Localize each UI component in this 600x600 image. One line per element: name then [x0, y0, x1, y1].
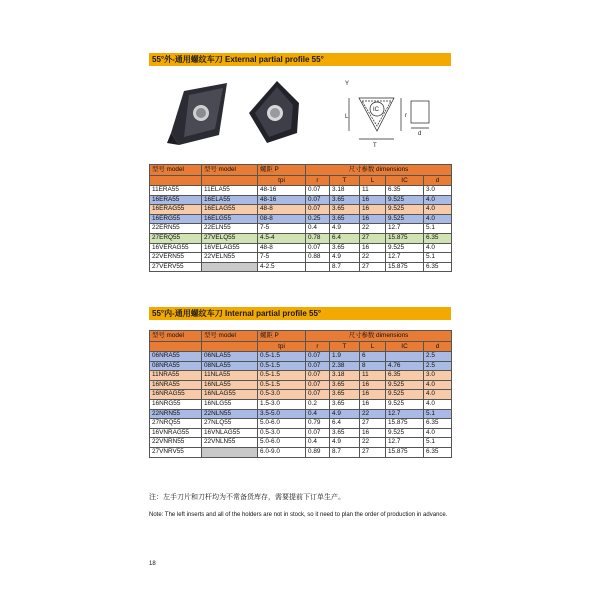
table-row: [150, 409, 452, 419]
header-d: d: [424, 342, 452, 352]
header-tpi: tpi: [258, 342, 306, 352]
table-cell: 8.7: [330, 447, 360, 457]
section-title-external: 55°外-通用螺纹车刀 External partial profile 55°: [149, 53, 451, 66]
table-cell: 6.0-9.0: [258, 447, 306, 457]
table-cell: 0.89: [306, 447, 330, 457]
insert-photo-1: [167, 83, 227, 145]
table-cell: 4.0: [424, 243, 452, 253]
table-cell: 0.07: [306, 243, 330, 253]
table-cell: 6: [360, 352, 386, 362]
table-cell: 16ELG55: [202, 214, 258, 224]
table-cell: 5.1: [424, 409, 452, 419]
table-cell: 11ERA55: [150, 186, 202, 196]
header-r: r: [306, 342, 330, 352]
table-cell: 16NLG55: [202, 399, 258, 409]
table-row: [150, 253, 452, 263]
table-cell: 4.5-4: [258, 233, 306, 243]
table-cell: 4.0: [424, 205, 452, 215]
diagram-label-l: L: [345, 114, 349, 120]
table-cell: 4.0: [424, 195, 452, 205]
note-english: Note: The left inserts and all of the holders are not in stock, so it need to plan the order of production in advance.: [149, 512, 448, 518]
section-title-internal: 55°内-通用螺纹车刀 Internal partial profile 55°: [149, 307, 451, 320]
product-images: [149, 73, 451, 153]
table-row: [150, 380, 452, 390]
table-cell: 12.7: [386, 224, 424, 234]
table-cell: 7-5: [258, 224, 306, 234]
table-cell: 12.7: [386, 253, 424, 263]
table-cell: 9.525: [386, 428, 424, 438]
table-cell: 4.9: [330, 438, 360, 448]
table-cell: 22VERN55: [150, 253, 202, 263]
table-cell: 4-2.5: [258, 262, 306, 272]
table-row: [150, 447, 452, 457]
table-cell: 06NLA55: [202, 352, 258, 362]
table-cell: 12.7: [386, 409, 424, 419]
table-cell: 06NRA55: [150, 352, 202, 362]
table-cell: 16NRAG55: [150, 390, 202, 400]
table-cell: 0.5-1.5: [258, 352, 306, 362]
table-cell: 5.1: [424, 224, 452, 234]
table-cell: 9.525: [386, 214, 424, 224]
table-cell: 16VELAG55: [202, 243, 258, 253]
table-cell: 9.525: [386, 390, 424, 400]
table-cell: 27: [360, 447, 386, 457]
table-cell: 3.65: [330, 390, 360, 400]
table-cell: 8.7: [330, 262, 360, 272]
table-cell: 9.525: [386, 380, 424, 390]
header-model-left: 型号 model: [202, 331, 258, 342]
table-cell: 5.0-6.0: [258, 438, 306, 448]
table-cell: 2.38: [330, 361, 360, 371]
table-cell: 4.9: [330, 409, 360, 419]
table-cell: 48-8: [258, 243, 306, 253]
header-l: L: [360, 342, 386, 352]
table-cell: 0.4: [306, 409, 330, 419]
insert-photo-2: [249, 81, 299, 143]
table-cell: 16VNRAG55: [150, 428, 202, 438]
header-model-right: 型号 model: [150, 331, 202, 342]
table-cell: 16: [360, 399, 386, 409]
table-cell: 22ERN55: [150, 224, 202, 234]
table-cell: 3.65: [330, 243, 360, 253]
table-row: [150, 205, 452, 215]
note-chinese: 注：左手刀片和刀杆均为不常备货库存，需要提前下订单生产。: [149, 494, 345, 501]
table-cell: 08NLA55: [202, 361, 258, 371]
table-cell: 08-8: [258, 214, 306, 224]
table-cell: 3.65: [330, 214, 360, 224]
table-cell: 0.78: [306, 233, 330, 243]
table-cell: 0.07: [306, 205, 330, 215]
table-cell: 16ERAG55: [150, 205, 202, 215]
table-cell: 6.35: [424, 447, 452, 457]
table-cell: 22NLN55: [202, 409, 258, 419]
table-cell: 4.9: [330, 224, 360, 234]
table-row: [150, 233, 452, 243]
table-cell: [386, 352, 424, 362]
table-cell: 0.07: [306, 195, 330, 205]
header-model-right: 型号 model: [150, 165, 202, 176]
table-cell: 0.4: [306, 224, 330, 234]
table-cell: 3.65: [330, 195, 360, 205]
table-cell: 11: [360, 371, 386, 381]
table-cell: 15.875: [386, 419, 424, 429]
table-cell: 27VNRV55: [150, 447, 202, 457]
table-cell: 1.9: [330, 352, 360, 362]
table-cell: 5.0-6.0: [258, 419, 306, 429]
table-cell: 6.4: [330, 233, 360, 243]
table-cell: 4.0: [424, 428, 452, 438]
header-l: L: [360, 176, 386, 186]
table-cell: 22NRN55: [150, 409, 202, 419]
table-cell: 27ERQ55: [150, 233, 202, 243]
table-row: [150, 262, 452, 272]
table-cell: 3.18: [330, 371, 360, 381]
header-t: T: [330, 176, 360, 186]
table-cell: 16: [360, 214, 386, 224]
table-cell: 16NLA55: [202, 380, 258, 390]
diagram-label-d: d: [418, 131, 422, 137]
table-cell: 4.0: [424, 390, 452, 400]
page-number: 18: [149, 561, 156, 567]
table-cell: 27NLQ55: [202, 419, 258, 429]
table-cell: 0.07: [306, 361, 330, 371]
table-cell: 3.0: [424, 371, 452, 381]
table-row: [150, 428, 452, 438]
table-cell: 27: [360, 262, 386, 272]
table-cell: 0.5-3.0: [258, 390, 306, 400]
table-cell: 16: [360, 428, 386, 438]
table-cell: 16: [360, 390, 386, 400]
table-cell: 16NRG55: [150, 399, 202, 409]
table-cell: 0.79: [306, 419, 330, 429]
header-dimensions: 尺寸参数 dimensions: [306, 331, 452, 342]
table-cell: 6.4: [330, 419, 360, 429]
table-cell: 22: [360, 253, 386, 263]
table-cell: 15.875: [386, 262, 424, 272]
table-row: [150, 371, 452, 381]
table-cell: 16VNLAG55: [202, 428, 258, 438]
table-cell: 16NRA55: [150, 380, 202, 390]
table-row: [150, 390, 452, 400]
table-cell: 27NRQ55: [150, 419, 202, 429]
table-cell: 5.1: [424, 253, 452, 263]
header-dimensions: 尺寸参数 dimensions: [306, 165, 452, 176]
table-cell: 0.4: [306, 438, 330, 448]
table-row: [150, 195, 452, 205]
table-cell: 6.35: [386, 371, 424, 381]
table-cell: 6.35: [424, 419, 452, 429]
table-cell: 4.76: [386, 361, 424, 371]
table-cell: 2.5: [424, 361, 452, 371]
table-cell: 4.0: [424, 399, 452, 409]
table-cell: 16ELAG55: [202, 205, 258, 215]
header-model-left: 型号 model: [202, 165, 258, 176]
table-cell: 48-16: [258, 186, 306, 196]
table-row: [150, 186, 452, 196]
table-cell: 4.0: [424, 380, 452, 390]
table-cell: 16ELA55: [202, 195, 258, 205]
table-cell: 16NLAG55: [202, 390, 258, 400]
header-pitch: 螺距 P: [258, 331, 306, 342]
table-cell: 3.18: [330, 186, 360, 196]
table-row: [150, 438, 452, 448]
table-cell: 15.875: [386, 233, 424, 243]
table-cell: 08NRA55: [150, 361, 202, 371]
header-d: d: [424, 176, 452, 186]
table-cell: 22VNRN55: [150, 438, 202, 448]
table-cell: 0.2: [306, 399, 330, 409]
diagram-label-ic: IC: [373, 107, 379, 113]
table-cell: 3.65: [330, 380, 360, 390]
table-row: [150, 214, 452, 224]
table-cell: 0.88: [306, 253, 330, 263]
header-tpi: tpi: [258, 176, 306, 186]
diagram-label-r: r: [405, 113, 407, 119]
diagram-label-t: T: [373, 143, 377, 149]
table-cell: 9.525: [386, 243, 424, 253]
diagram-label-y: Y: [345, 81, 350, 87]
table-row: [150, 361, 452, 371]
table-cell: 3.5-5.0: [258, 409, 306, 419]
table-cell: 12.7: [386, 438, 424, 448]
table-cell: 8: [360, 361, 386, 371]
table-cell: 0.07: [306, 371, 330, 381]
table-cell: 16ERG55: [150, 214, 202, 224]
table-cell: 0.07: [306, 428, 330, 438]
table-cell: 0.5-3.0: [258, 428, 306, 438]
table-cell: 1.5-3.0: [258, 399, 306, 409]
table-row: [150, 224, 452, 234]
table-cell: 15.875: [386, 447, 424, 457]
table-cell: [306, 262, 330, 272]
header-pitch: 螺距 P: [258, 165, 306, 176]
table-row: [150, 419, 452, 429]
header-t: T: [330, 342, 360, 352]
table-row: [150, 352, 452, 362]
table-cell: 16: [360, 380, 386, 390]
table-cell: 16: [360, 205, 386, 215]
table-cell: 6.35: [386, 186, 424, 196]
table-cell: 22VNLN55: [202, 438, 258, 448]
table-cell: 22: [360, 438, 386, 448]
table-cell: 11: [360, 186, 386, 196]
table-cell: 3.65: [330, 428, 360, 438]
table-cell: 3.65: [330, 205, 360, 215]
table-cell: 11NLA55: [202, 371, 258, 381]
table-cell: 11NRA55: [150, 371, 202, 381]
header-ic: IC: [386, 176, 424, 186]
table-cell: 22ELN55: [202, 224, 258, 234]
table-cell: 9.525: [386, 399, 424, 409]
table-cell: 3.0: [424, 186, 452, 196]
table-cell: [202, 447, 258, 457]
external-spec-table: [149, 164, 452, 272]
table-cell: 22VELN55: [202, 253, 258, 263]
table-cell: 22: [360, 224, 386, 234]
table-cell: 11ELA55: [202, 186, 258, 196]
table-cell: 0.5-1.5: [258, 380, 306, 390]
table-cell: 27: [360, 419, 386, 429]
table-cell: 16ERA55: [150, 195, 202, 205]
table-cell: 27VERV55: [150, 262, 202, 272]
table-cell: 0.07: [306, 352, 330, 362]
table-cell: 0.07: [306, 390, 330, 400]
header-ic: IC: [386, 342, 424, 352]
table-cell: 48-16: [258, 195, 306, 205]
table-cell: 5.1: [424, 438, 452, 448]
table-cell: 3.65: [330, 399, 360, 409]
table-cell: 27: [360, 233, 386, 243]
table-cell: 27VELQ55: [202, 233, 258, 243]
header-r: r: [306, 176, 330, 186]
insert-dimension-diagram: [345, 81, 429, 149]
table-cell: 6.35: [424, 233, 452, 243]
table-cell: 0.5-1.5: [258, 361, 306, 371]
table-cell: 4.9: [330, 253, 360, 263]
table-cell: 9.525: [386, 195, 424, 205]
table-cell: 6.35: [424, 262, 452, 272]
table-row: [150, 243, 452, 253]
table-cell: 0.07: [306, 186, 330, 196]
table-cell: 7-5: [258, 253, 306, 263]
table-cell: 0.07: [306, 380, 330, 390]
table-cell: 16VERAG55: [150, 243, 202, 253]
table-cell: 16: [360, 195, 386, 205]
table-row: [150, 399, 452, 409]
internal-spec-table: [149, 330, 452, 458]
table-cell: 2.5: [424, 352, 452, 362]
table-cell: 4.0: [424, 214, 452, 224]
table-cell: 9.525: [386, 205, 424, 215]
table-cell: [202, 262, 258, 272]
table-cell: 0.5-1.5: [258, 371, 306, 381]
table-cell: 22: [360, 409, 386, 419]
table-cell: 0.25: [306, 214, 330, 224]
table-cell: 48-8: [258, 205, 306, 215]
table-cell: 16: [360, 243, 386, 253]
